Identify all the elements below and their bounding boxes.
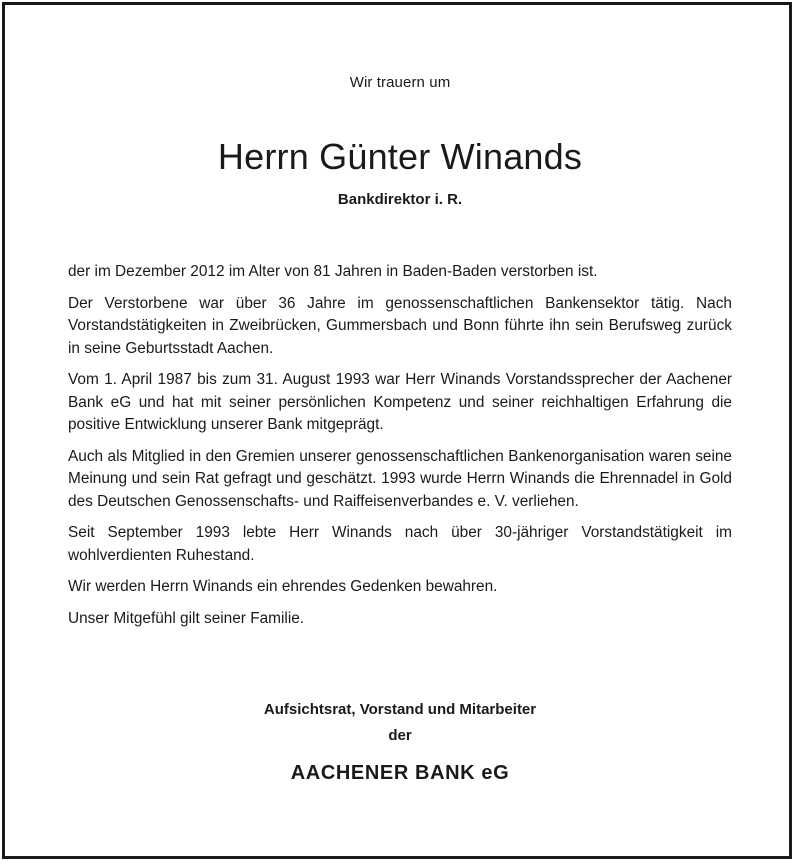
signature-connector: der: [388, 727, 412, 744]
organization-name: AACHENER BANK eG: [290, 762, 510, 784]
paragraph-board-spokesman: Vom 1. April 1987 bis zum 31. August 1993 war Herr Winands Vorstandssprecher der Aachener Bank eG und hat mit seiner persönlichen Kompetenz und seiner reichhaltigen Erfahrung die positive Entwicklung unserer Bank mitgeprägt.: [68, 371, 732, 433]
paragraph-retirement: Seit September 1993 lebte Herr Winands nach über 30-jähriger Vorstandstätigkeit im wohlverdienten Ruhestand.: [68, 524, 732, 564]
deceased-title: Bankdirektor i. R.: [337, 191, 463, 208]
notice-body: [68, 261, 732, 639]
paragraph-remembrance: Wir werden Herrn Winands ein ehrendes Gedenken bewahren.: [68, 578, 498, 595]
paragraph-career: Der Verstorbene war über 36 Jahre im genossenschaftlichen Bankensektor tätig. Nach Vorstandstätigkeiten in Zweibrücken, Gummersbach und Bonn führte ihn sein Berufsweg zurück in seine Geburtsstadt Aachen.: [68, 294, 732, 357]
intro-text: Wir trauern um: [349, 74, 451, 91]
signature-line: Aufsichtsrat, Vorstand und Mitarbeiter: [263, 701, 537, 718]
paragraph-honors: Auch als Mitglied in den Gremien unserer genossenschaftlichen Bankenorganisation waren seine Meinung und sein Rat gefragt und geschätzt. 1993 wurde Herrn Winands die Ehrennadel in Gold des Deutschen Genossenschafts- und Raiffeisenverbandes e. V. verliehen.: [68, 447, 732, 510]
paragraph-condolence: Unser Mitgefühl gilt seiner Familie.: [68, 609, 305, 627]
deceased-name: Herrn Günter Winands: [217, 136, 583, 177]
paragraph-death-date: der im Dezember 2012 im Alter von 81 Jahren in Baden-Baden verstorben ist.: [68, 263, 598, 280]
